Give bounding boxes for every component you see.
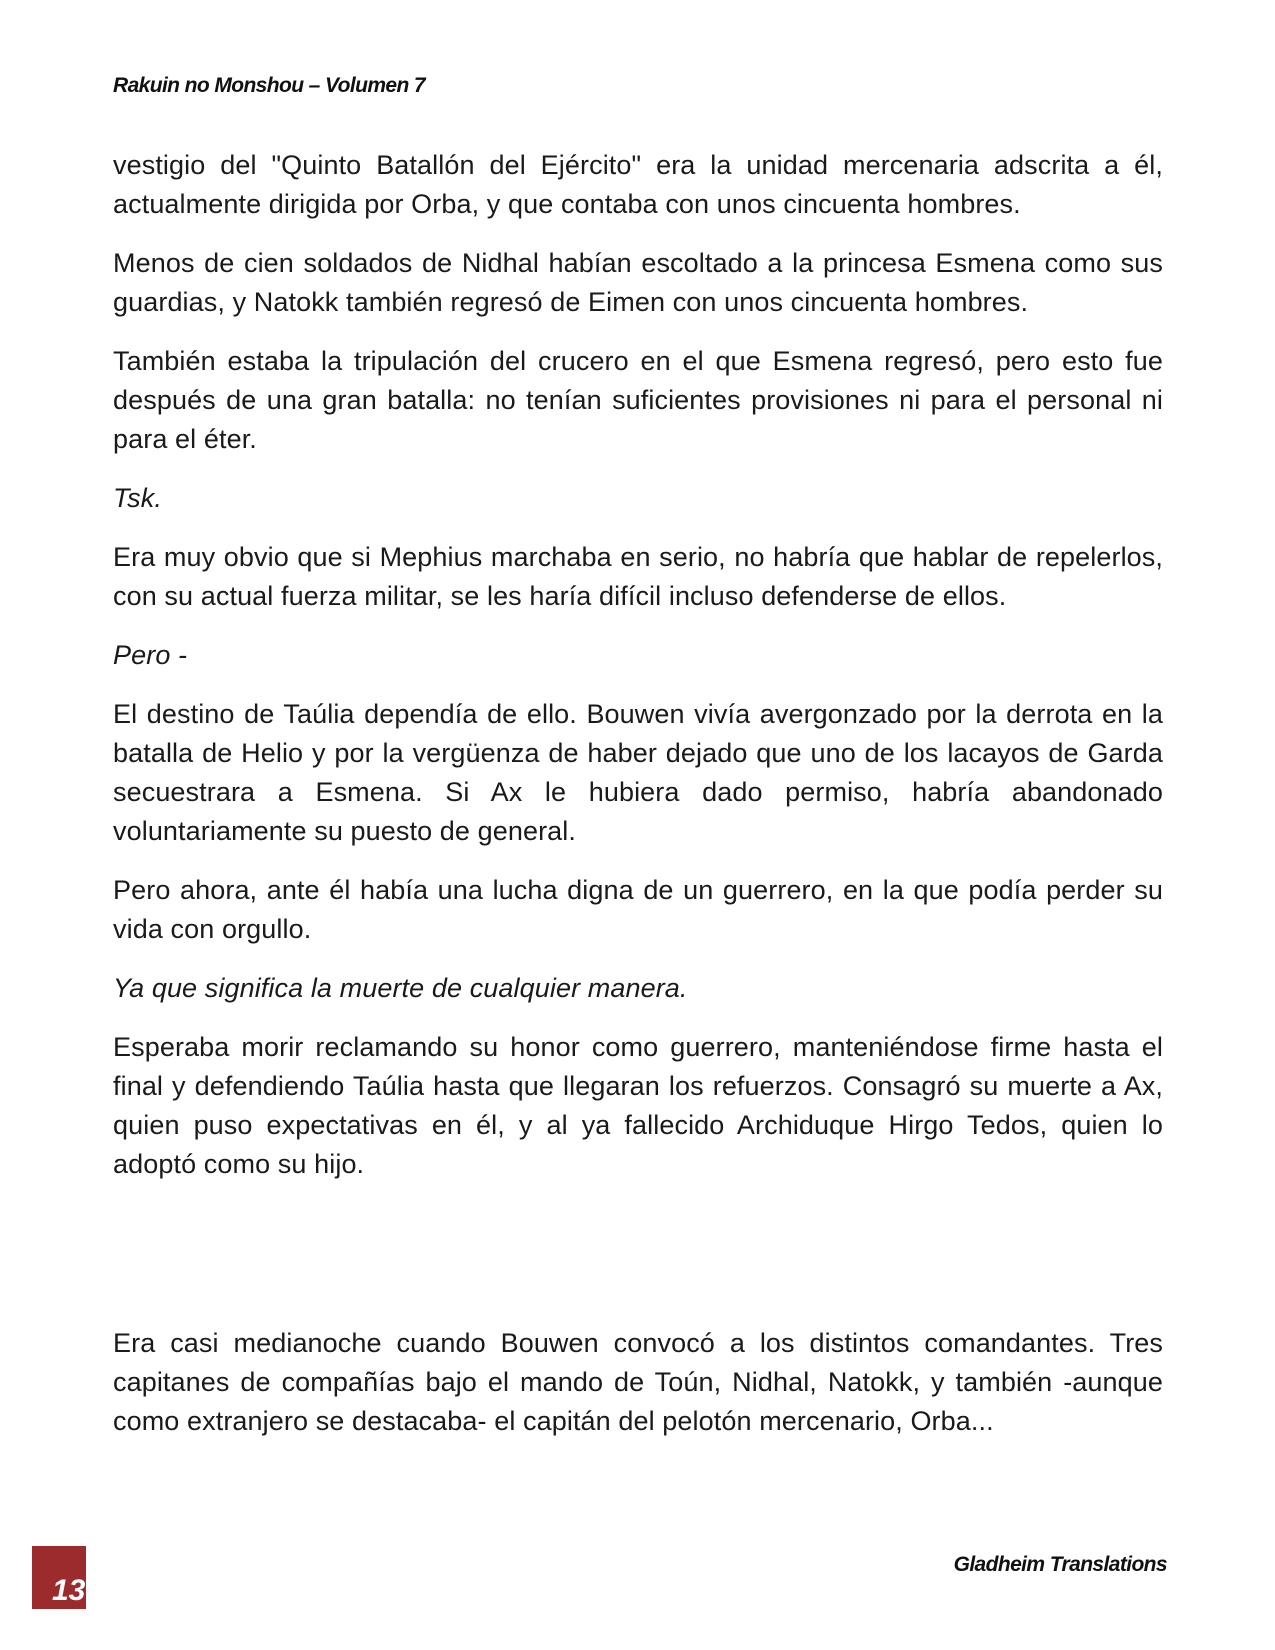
paragraph: Era casi medianoche cuando Bouwen convocó a los distintos comandantes. Tres capitanes de compañías bajo el mando de Toún, Nidhal, Natokk, y también -aunque como extranjero se destacaba- el capitán del pelotón mercenario, Orba... [113, 1328, 1163, 1436]
page-number-underline [32, 1606, 86, 1609]
italic-thought: Tsk. [113, 483, 162, 513]
paragraph: También estaba la tripulación del crucero en el que Esmena regresó, pero esto fue después de una gran batalla: no tenían suficientes provisiones ni para el personal ni para el éter. [113, 346, 1163, 454]
paragraph: Era muy obvio que si Mephius marchaba en serio, no habría que hablar de repelerlos, con su actual fuerza militar, se les haría difícil incluso defenderse de ellos. [113, 542, 1163, 611]
paragraph: vestigio del "Quinto Batallón del Ejército" era la unidad mercenaria adscrita a él, actualmente dirigida por Orba, y que contaba con unos cincuenta hombres. [113, 150, 1163, 219]
paragraph: El destino de Taúlia dependía de ello. Bouwen vivía avergonzado por la derrota en la batalla de Helio y por la vergüenza de haber dejado que uno de los lacayos de Garda secuestrara a Esmena. Si Ax le hubiera dado permiso, habría abandonado voluntariamente su puesto de general. [113, 699, 1163, 846]
paragraph: Menos de cien soldados de Nidhal habían escoltado a la princesa Esmena como sus guardias, y Natokk también regresó de Eimen con unos cincuenta hombres. [113, 248, 1163, 317]
paragraph: Pero ahora, ante él había una lucha digna de un guerrero, en la que podía perder su vida con orgullo. [113, 875, 1163, 944]
page-number-badge [32, 1546, 86, 1606]
italic-thought: Ya que significa la muerte de cualquier manera. [113, 973, 688, 1003]
paragraph: Esperaba morir reclamando su honor como guerrero, manteniéndose firme hasta el final y defendiendo Taúlia hasta que llegaran los refuerzos. Consagró su muerte a Ax, quien puso expectativas en él, y al ya fallecido Archiduque Hirgo Tedos, quien lo adoptó como su hijo. [113, 1032, 1163, 1179]
footer-credit: Gladheim Translations [953, 1553, 1167, 1576]
italic-thought: Pero - [113, 640, 188, 670]
body-text [113, 146, 1163, 1461]
running-header: Rakuin no Monshou – Volumen 7 [113, 74, 426, 97]
page-number: 13 [52, 1574, 86, 1606]
scene-break [113, 1204, 1163, 1324]
